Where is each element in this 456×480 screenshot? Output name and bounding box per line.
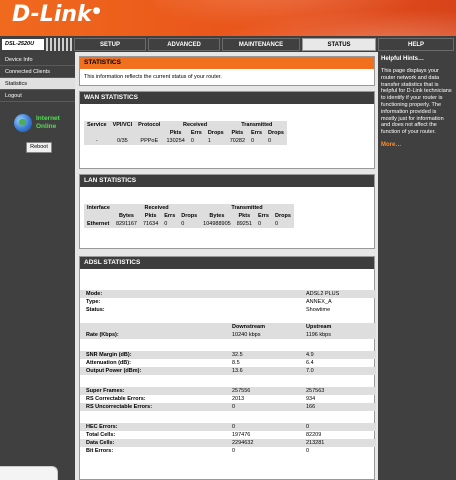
internet-label: Internet	[36, 115, 60, 122]
sub-drops: Drops	[268, 130, 284, 136]
hints-title: Helpful Hints…	[381, 56, 424, 62]
col-received: Received	[144, 205, 169, 211]
online-label: Online	[36, 123, 57, 130]
adsl-row-status: Status: Showtime	[86, 307, 331, 313]
top-nav	[0, 36, 456, 52]
col-transmitted: Transmitted	[231, 205, 263, 211]
adsl-title: ADSL STATISTICS	[80, 257, 374, 269]
banner-swirl	[156, 0, 456, 36]
sidebar-item-connected-clients[interactable]: Connected Clients	[0, 66, 75, 78]
wan-table	[84, 121, 287, 145]
adsl-header-row	[80, 323, 376, 331]
tab-maintenance[interactable]: MAINTENANCE	[222, 38, 300, 51]
globe-icon	[14, 114, 32, 132]
col-interface: Interface	[87, 205, 110, 211]
col-service: Service	[87, 122, 107, 128]
table-row: - 0/35 PPPoE 130254 0 1 70282 0 0	[84, 137, 287, 145]
adsl-row-attenuation: Attenuation (dB): 8.5 6.4	[86, 360, 314, 366]
adsl-row-type: Type: ANNEX_A	[86, 299, 332, 305]
adsl-row-rs-correctable: RS Correctable Errors: 2013 934	[86, 396, 316, 402]
wan-statistics-panel	[79, 91, 375, 169]
dlink-logo: D-Link●	[12, 2, 101, 27]
col-downstream: Downstream	[232, 324, 266, 330]
statistics-panel	[79, 56, 375, 86]
reboot-button[interactable]: Reboot	[26, 142, 52, 153]
wan-title: WAN STATISTICS	[80, 92, 374, 104]
adsl-statistics-panel	[79, 256, 375, 480]
sub-pkts: Pkts	[231, 130, 244, 136]
hints-text: This page displays your router network and data transfer statistics that is helpful for D-Link technicians to identify if your router is functioning properly. The information provided is mostly just for information and does not affect the function of your router.	[381, 68, 452, 136]
sub-errs: Errs	[190, 130, 202, 136]
adsl-row-bit-errors: Bit Errors: 0 0	[86, 448, 310, 454]
sub-pkts: Pkts	[169, 130, 182, 136]
header-banner	[0, 0, 456, 36]
adsl-row-hec-errors: HEC Errors: 0 0	[80, 423, 376, 431]
adsl-row-output-power: Output Power (dBm): 13.6 7.0	[80, 367, 376, 375]
sidebar-item-device-info[interactable]: Device Info	[0, 54, 75, 66]
hints-more-link[interactable]: More…	[381, 141, 402, 148]
sidebar	[0, 52, 75, 480]
helpful-hints-panel	[378, 52, 456, 480]
lan-statistics-panel	[79, 174, 375, 249]
internet-status	[14, 114, 74, 138]
tab-status[interactable]: STATUS	[302, 38, 376, 51]
col-transmitted: Transmitted	[241, 122, 273, 128]
lan-title: LAN STATISTICS	[80, 175, 374, 187]
col-received: Received	[183, 122, 208, 128]
adsl-row-rs-uncorrectable: RS Uncorrectable Errors: 0 166	[80, 403, 376, 411]
col-protocol: Protocol	[138, 122, 161, 128]
col-upstream: Upstream	[306, 324, 332, 330]
sub-errs: Errs	[251, 130, 263, 136]
tab-help[interactable]: HELP	[378, 38, 454, 51]
statistics-description: This information reflects the current status of your router.	[84, 74, 222, 80]
col-vpi-vci: VPI/VCI	[112, 122, 133, 128]
adsl-row-super-frames: Super Frames: 257556 257563	[80, 387, 376, 395]
sidebar-item-logout[interactable]: Logout	[0, 90, 75, 102]
sub-drops: Drops	[207, 130, 224, 136]
window-corner	[0, 466, 58, 480]
adsl-row-mode: Mode: ADSL2 PLUS	[80, 290, 376, 298]
adsl-row-snr: SNR Margin (dB): 32.5 4.9	[80, 351, 376, 359]
tab-setup[interactable]: SETUP	[74, 38, 146, 51]
main-content	[75, 52, 378, 480]
model-name: DSL-2520U	[2, 39, 44, 50]
adsl-row-data-cells: Data Cells: 2294632 213281	[80, 439, 376, 447]
adsl-row-rate: Rate (Kbps): 10240 kbps 1196 kbps	[80, 331, 376, 339]
model-divider	[46, 38, 72, 51]
adsl-row-total-cells: Total Cells: 197476 82209	[86, 432, 322, 438]
table-row: Ethernet 8291167 71634 0 0 104988905 89251 0 0	[84, 220, 294, 228]
tab-advanced[interactable]: ADVANCED	[148, 38, 220, 51]
sidebar-item-statistics[interactable]: Statistics	[0, 78, 75, 90]
lan-table: Interface Received Transmitted Bytes Pkts Errs Drops Bytes Pkts Errs Drops Ethernet 8291167 71634 0 0 104988905 89251 0 0	[84, 204, 294, 228]
statistics-title: STATISTICS	[80, 57, 374, 69]
